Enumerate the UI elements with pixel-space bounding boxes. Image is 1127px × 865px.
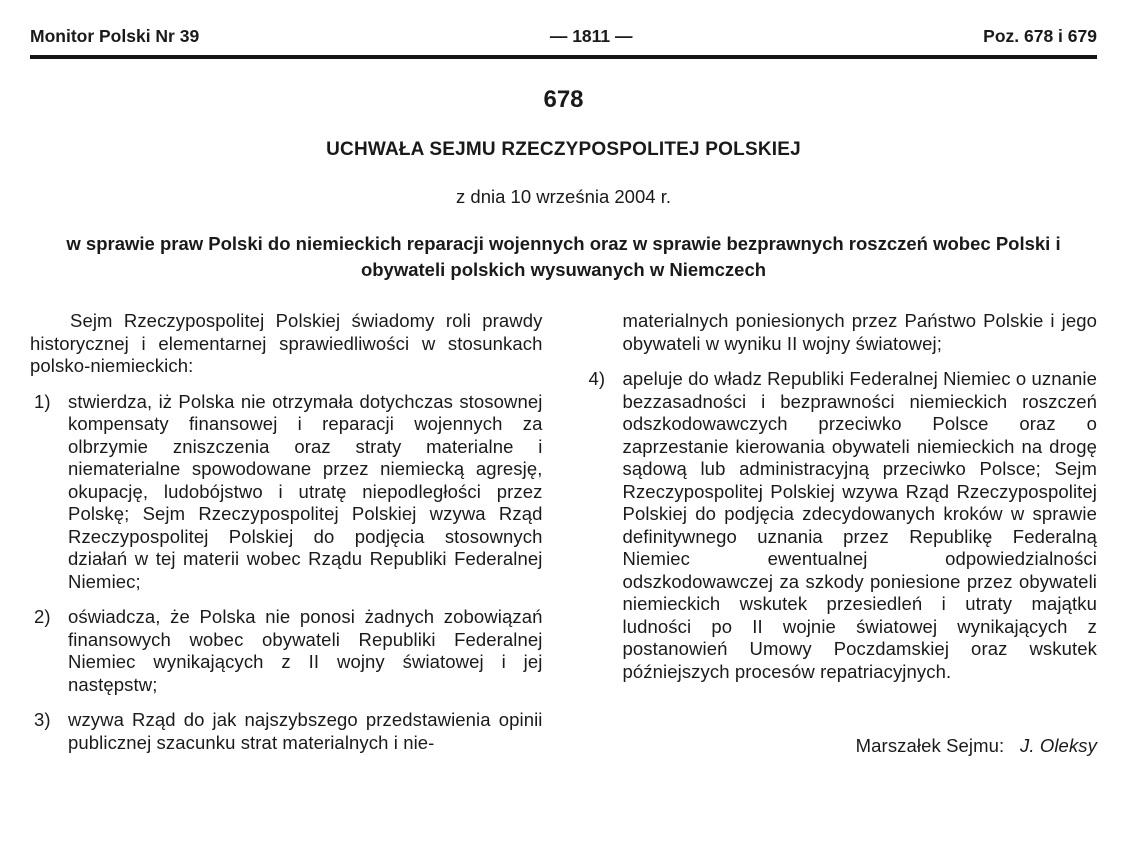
item-number: 1)	[34, 390, 51, 412]
act-number: 678	[543, 86, 584, 113]
right-column	[585, 310, 1098, 767]
running-head	[30, 26, 1097, 46]
preamble: Sejm Rzeczypospolitej Polskiej świadomy roli prawdy historycznej i elementarnej sprawiedliwości w stosunkach polsko-niemieckich:	[30, 310, 543, 376]
page-number: — 1811 —	[549, 26, 633, 46]
list-item-4	[585, 368, 1098, 683]
item-number: 2)	[34, 606, 51, 627]
item-text: wzywa Rząd do jak najszybszego przedstawienia opinii publicznej szacunku strat materialnych i nie-	[68, 709, 543, 753]
body-columns	[30, 310, 1097, 767]
act-date: z dnia 10 września 2004 r.	[456, 186, 671, 207]
journal-title: Monitor Polski Nr 39	[30, 26, 200, 46]
item-text: apeluje do władz Republiki Federalnej Niemiec o uznanie bezzasadności i bezprawności niemieckich roszczeń odszkodowawczych przeciwko Polsce oraz o zaprzestanie kierowania obywateli niemieckich na drogę sądową lub administracyjną przeciwko Polsce; Sejm Rzeczypospolitej Polskiej wzywa Rząd Rzeczypospolitej Polskiej do podjęcia zdecydowanych kroków w sprawie definitywnego uznania przez Republikę Federalną Niemiec ewentualnej odpowiedzialności odszkodowawczej za szkody poniesione przez obywateli niemieckich wskutek przesiedleń i utraty majątku ludności po II wojnie światowej wynikających z postanowień Umowy Poczdamskiej oraz wskutek późniejszych procesów repatriacyjnych.	[622, 368, 1097, 682]
item-text: oświadcza, że Polska nie ponosi żadnych zobowiązań finansowych wobec obywateli Republiki Federalnej Niemiec wynikających z II wojny światowej i jej następstw;	[68, 606, 543, 695]
signature-name: J. Oleksy	[1020, 735, 1097, 756]
signature-line	[585, 735, 1098, 758]
signature-label: Marszałek Sejmu:	[855, 735, 1005, 756]
act-subject: w sprawie praw Polski do niemieckich reparacji wojennych oraz w sprawie bezprawnych roszczeń wobec Polski i obywateli polskich wysuwanych w Niemczech	[66, 233, 1061, 280]
list-item-2	[30, 606, 543, 696]
left-column	[30, 310, 543, 767]
item-number: 3)	[34, 709, 51, 730]
header-rule	[30, 55, 1097, 59]
list-item-3	[30, 709, 543, 754]
list-item-1	[30, 391, 543, 594]
item-3-continuation: materialnych poniesionych przez Państwo Polskie i jego obywateli w wyniku II wojny światowej;	[622, 310, 1097, 354]
position-number: Poz. 678 i 679	[983, 26, 1097, 46]
item-number: 4)	[588, 368, 606, 389]
act-title: UCHWAŁA SEJMU RZECZYPOSPOLITEJ POLSKIEJ	[326, 139, 801, 160]
item-text: stwierdza, iż Polska nie otrzymała dotychczas stosownej kompensaty finansowej i reparacji wojennych za olbrzymie zniszczenia oraz straty materialne i niematerialne spowodowane przez niemiecką agresję, okupację, ludobójstwo i utratę niepodległości przez Polskę; Sejm Rzeczypospolitej Polskiej wzywa Rząd Rzeczypospolitej Polskiej do podjęcia stosownych działań w tej materii wobec Rządu Republiki Federalnej Niemiec;	[68, 390, 543, 592]
